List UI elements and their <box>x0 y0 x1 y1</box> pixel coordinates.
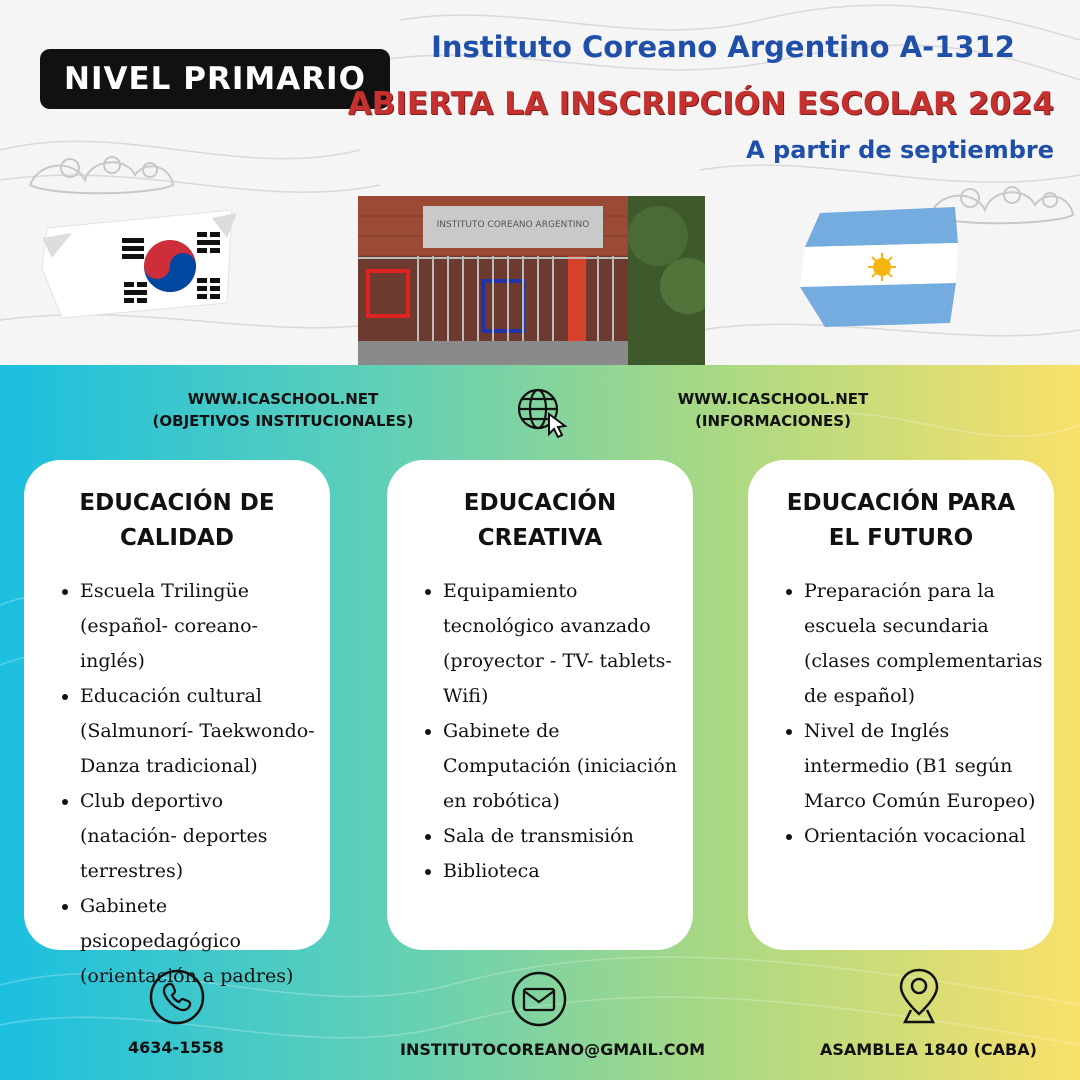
list-item: • Orientación vocacional <box>804 819 1046 854</box>
globe-cursor-icon[interactable] <box>515 386 569 438</box>
south-korea-flag-icon <box>42 198 242 328</box>
list-item: • Educación cultural (Salmunorí- Taekwondo- Danza tradicional) <box>80 679 322 784</box>
list-item: • Gabinete de Computación (iniciación en robótica) <box>443 714 689 819</box>
feature-list <box>50 574 322 994</box>
card-title: EDUCACIÓN CREATIVA <box>463 490 617 551</box>
card-title: EDUCACIÓN DE CALIDAD <box>79 490 275 551</box>
website-description: (INFORMACIONES) <box>695 412 851 430</box>
email-icon[interactable] <box>510 970 568 1028</box>
header-section <box>0 0 1080 365</box>
school-sign-text: INSTITUTO COREANO ARGENTINO <box>436 220 590 230</box>
website-description: (OBJETIVOS INSTITUCIONALES) <box>152 412 414 430</box>
list-item: • Equipamiento tecnológico avanzado (proyector - TV- tablets- Wifi) <box>443 574 689 714</box>
enrollment-start: A partir de septiembre <box>746 136 1054 164</box>
argentina-flag-icon <box>790 205 960 330</box>
institute-name: Instituto Coreano Argentino A-1312 <box>431 30 1015 64</box>
feature-list <box>774 574 1046 854</box>
list-item: • Nivel de Inglés intermedio (B1 según Marco Común Europeo) <box>804 714 1046 819</box>
list-item: • Gabinete psicopedagógico (orientación a padres) <box>80 889 322 994</box>
website-url[interactable]: WWW.ICASCHOOL.NET <box>187 390 379 408</box>
list-item: • Club deportivo (natación- deportes terrestres) <box>80 784 322 889</box>
contact-address: ASAMBLEA 1840 (CABA) <box>820 1040 1037 1059</box>
website-url[interactable]: WWW.ICASCHOOL.NET <box>677 390 869 408</box>
phone-icon[interactable] <box>148 968 206 1026</box>
website-link-info[interactable] <box>668 388 878 432</box>
card-title: EDUCACIÓN PARA EL FUTURO <box>786 490 1016 551</box>
list-item: • Biblioteca <box>443 854 689 889</box>
list-item: • Preparación para la escuela secundaria (clases complementarias de español) <box>804 574 1046 714</box>
contact-phone[interactable]: 4634-1558 <box>128 1038 224 1057</box>
school-building-photo <box>358 196 705 365</box>
enrollment-headline: ABIERTA LA INSCRIPCIÓN ESCOLAR 2024 <box>347 86 1054 122</box>
level-badge: NIVEL PRIMARIO <box>40 49 390 109</box>
card-creative-education <box>387 460 693 950</box>
card-future-education <box>748 460 1054 950</box>
list-item: • Sala de transmisión <box>443 819 689 854</box>
website-link-objectives[interactable] <box>150 388 416 432</box>
card-quality-education <box>24 460 330 987</box>
contact-email[interactable]: INSTITUTOCOREANO@GMAIL.COM <box>400 1040 706 1059</box>
location-pin-icon[interactable] <box>897 966 941 1026</box>
feature-list <box>413 574 689 889</box>
list-item: • Escuela Trilingüe (español- coreano- inglés) <box>80 574 322 679</box>
